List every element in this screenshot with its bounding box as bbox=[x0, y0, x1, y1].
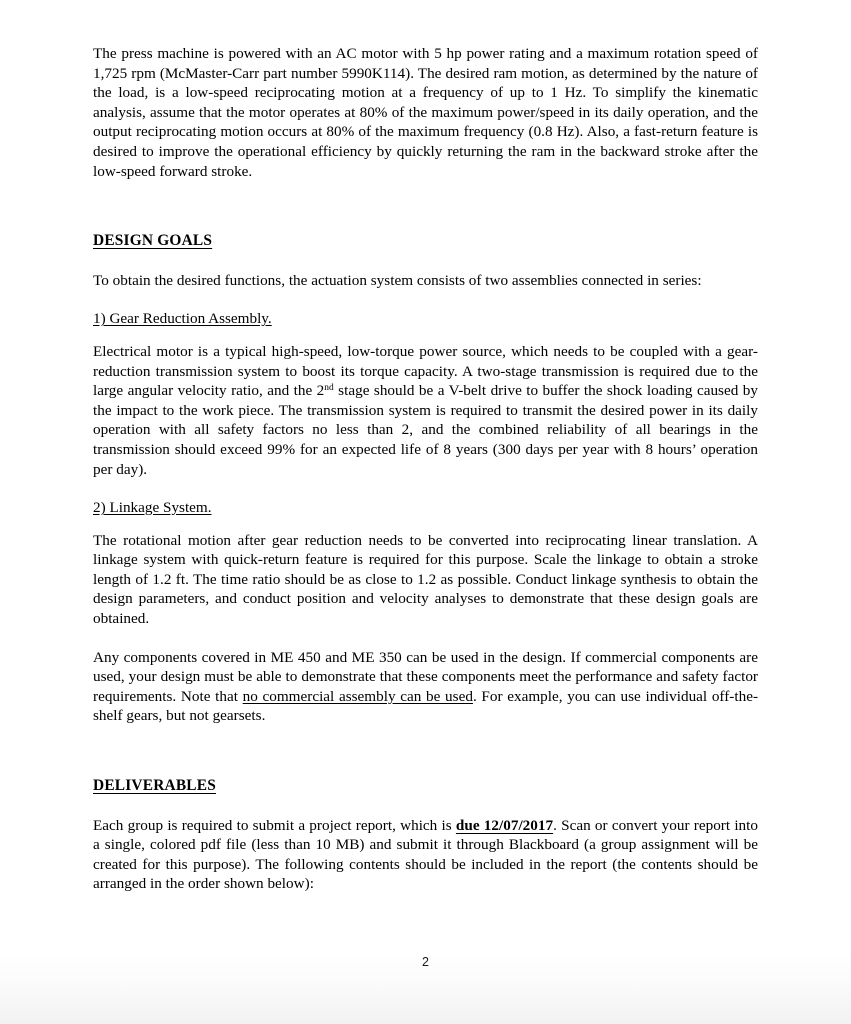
deliverables-paragraph bbox=[93, 816, 758, 894]
no-commercial-assembly-emphasis: no commercial assembly can be used bbox=[242, 687, 473, 705]
spacer bbox=[93, 796, 758, 816]
spacer bbox=[93, 329, 758, 342]
spacer bbox=[93, 518, 758, 531]
design-goals-intro-paragraph: To obtain the desired functions, the actuation system consists of two assemblies connected in series: bbox=[93, 271, 702, 289]
components-paragraph bbox=[93, 648, 758, 726]
linkage-system-paragraph: The rotational motion after gear reduction needs to be converted into reciprocating linear translation. A linkage system with quick-return feature is required for this purpose. Scale the linkage to obtain a stroke length of 1.2 ft. The time ratio should be as close to 1.2 as possible. Conduct linkage synthesis to obtain the design parameters, and conduct position and velocity analyses to demonstrate that these design goals are obtained. bbox=[93, 531, 758, 628]
deliverables-text-part2: . Scan or convert your report into a single, colored pdf file (less than 10 MB) and submit it through Blackboard (a group assignment will be created for this purpose). The following contents should be included in the report (the contents should be arranged in the order shown below): bbox=[93, 816, 758, 893]
design-goals-heading: DESIGN GOALS bbox=[93, 232, 213, 250]
page-number: 2 bbox=[422, 955, 429, 969]
spacer bbox=[93, 629, 758, 648]
spacer bbox=[93, 290, 758, 309]
spacer bbox=[93, 181, 758, 231]
spacer bbox=[93, 726, 758, 776]
ordinal-superscript: nd bbox=[324, 383, 334, 394]
gear-reduction-assembly-paragraph bbox=[93, 342, 758, 479]
gear-reduction-assembly-heading: 1) Gear Reduction Assembly. bbox=[93, 310, 272, 328]
components-text-part1: Any components covered in ME 450 and ME 350 can be used in the design. If commercial components are used, your design must be able to demonstrate that these components meet the performance and safety factor requirements. Note that bbox=[93, 648, 758, 705]
linkage-system-heading: 2) Linkage System. bbox=[93, 499, 212, 517]
spacer bbox=[93, 251, 758, 271]
deliverables-heading: DELIVERABLES bbox=[93, 777, 216, 795]
spacer bbox=[93, 479, 758, 498]
gear-reduction-text-part2: stage should be a V-belt drive to buffer the shock loading caused by the impact to the work piece. The transmission system is required to transmit the desired power in its daily operation with all safety factors no less than 2, and the combined reliability of all bearings in the transmission should exceed 99% for an expected life of 8 years (300 days per year with 8 hours’ operation per day). bbox=[93, 382, 758, 478]
deliverables-text-part1: Each group is required to submit a project report, which is bbox=[93, 816, 456, 834]
due-date-emphasis: due 12/07/2017 bbox=[455, 816, 554, 834]
page-content bbox=[93, 44, 758, 894]
intro-paragraph: The press machine is powered with an AC motor with 5 hp power rating and a maximum rotation speed of 1,725 rpm (McMaster-Carr part number 5990K114). The desired ram motion, as determined by the nature of the load, is a low-speed reciprocating motion at a frequency of up to 1 Hz. To simplify the kinematic analysis, assume that the motor operates at 80% of the maximum power/speed in its daily operation, and the output reciprocating motion occurs at 80% of the maximum frequency (0.8 Hz). Also, a fast-return feature is desired to improve the operational efficiency by quickly returning the ram in the backward stroke after the low-speed forward stroke. bbox=[93, 45, 758, 180]
components-text-part2: . For example, you can use individual off-the-shelf gears, but not gearsets. bbox=[93, 687, 759, 725]
gear-reduction-text-part1: Electrical motor is a typical high-speed, low-torque power source, which needs to be coupled with a gear-reduction transmission system to boost its torque capacity. A two-stage transmission is required due to the large angular velocity ratio, and the 2 bbox=[93, 342, 758, 400]
